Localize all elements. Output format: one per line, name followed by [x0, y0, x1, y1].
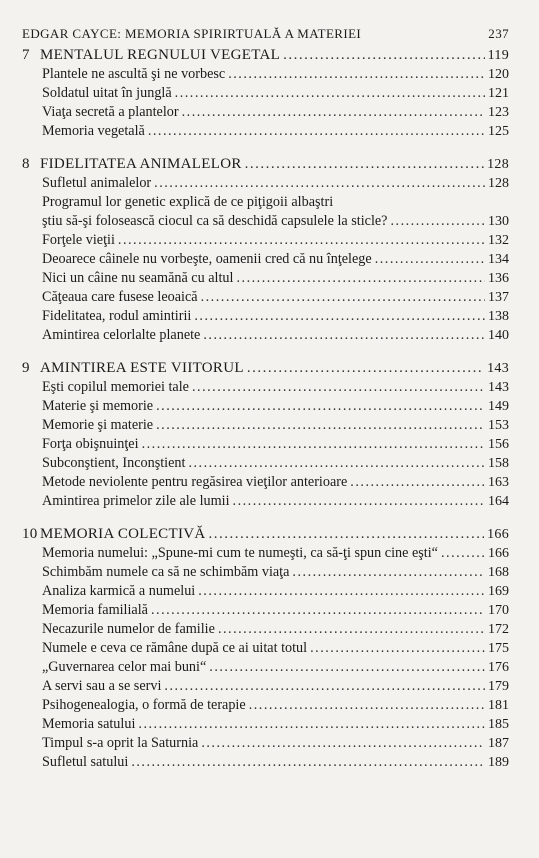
entry-page: 164: [488, 494, 509, 509]
toc-entry[interactable]: [0, 639, 539, 658]
entry-title: Deoarece câinele nu vorbeşte, oamenii cred că nu înţelege: [42, 251, 372, 267]
dot-leader: [209, 525, 485, 544]
entry-title: Soldatul uitat în junglă: [42, 85, 172, 101]
dot-leader: [218, 620, 485, 639]
entry-page: 153: [488, 418, 509, 433]
toc-entry[interactable]: [0, 582, 539, 601]
entry-page: 120: [488, 67, 509, 82]
toc-entry[interactable]: [0, 103, 539, 122]
entry-title: Subconştient, Inconştient: [42, 455, 186, 471]
chapter-number: 10: [22, 526, 38, 542]
dot-leader: [292, 563, 485, 582]
dot-leader: [201, 288, 485, 307]
entry-page: 143: [488, 380, 509, 395]
entry-page: 163: [488, 475, 509, 490]
toc-entry[interactable]: [0, 454, 539, 473]
toc-entry[interactable]: [0, 435, 539, 454]
entry-title: Memoria satului: [42, 716, 136, 732]
running-title: EDGAR CAYCE: MEMORIA SPIRIRTUALĂ A MATERIEI: [22, 26, 362, 41]
running-header: [22, 26, 509, 42]
entry-title: Analiza karmică a numelui: [42, 583, 196, 599]
entry-page: 170: [488, 603, 509, 618]
chapter-heading[interactable]: [0, 46, 539, 65]
entry-title: Forţa obişnuinţei: [42, 436, 139, 452]
toc-entry[interactable]: [0, 288, 539, 307]
chapter-heading[interactable]: [0, 155, 539, 174]
toc-entry[interactable]: [0, 307, 539, 326]
entry-title: Psihogenealogia, o formă de terapie: [42, 697, 246, 713]
toc-entry[interactable]: [0, 250, 539, 269]
dot-leader: [156, 416, 485, 435]
toc-entry[interactable]: [0, 193, 539, 212]
chapter-title: AMINTIREA ESTE VIITORUL: [40, 360, 244, 376]
entry-page: 187: [488, 736, 509, 751]
entry-title: Plantele ne ascultă şi ne vorbesc: [42, 66, 226, 82]
entry-title: Amintirea celorlalte planete: [42, 327, 201, 343]
dot-leader: [154, 174, 485, 193]
entry-page: 137: [488, 290, 509, 305]
toc-entry[interactable]: [0, 378, 539, 397]
entry-title: A servi sau a se servi: [42, 678, 162, 694]
entry-page: 130: [488, 214, 509, 229]
dot-leader: [198, 582, 485, 601]
entry-title: Forţele vieţii: [42, 232, 115, 248]
chapter-page: 119: [487, 48, 509, 63]
toc-entry[interactable]: [0, 84, 539, 103]
entry-page: 172: [488, 622, 509, 637]
entry-page: 176: [488, 660, 509, 675]
entry-page: 125: [488, 124, 509, 139]
toc-entry[interactable]: [0, 174, 539, 193]
toc-entry[interactable]: [0, 231, 539, 250]
dot-leader: [310, 639, 485, 658]
toc-section: [0, 155, 539, 345]
entry-page: 132: [488, 233, 509, 248]
dot-leader: [283, 46, 485, 65]
toc-entry[interactable]: [0, 492, 539, 511]
entry-page: 134: [488, 252, 509, 267]
chapter-heading[interactable]: [0, 525, 539, 544]
entry-page: 166: [488, 546, 509, 561]
dot-leader: [228, 65, 485, 84]
entry-title: Căţeaua care fusese leoaică: [42, 289, 198, 305]
toc-entry[interactable]: [0, 326, 539, 345]
entry-page: 158: [488, 456, 509, 471]
toc-section: [0, 46, 539, 141]
dot-leader: [131, 753, 485, 772]
toc-entry[interactable]: [0, 544, 539, 563]
entry-title: Schimbăm numele ca să ne schimbăm viaţa: [42, 564, 290, 580]
entry-page: 149: [488, 399, 509, 414]
toc-entry[interactable]: [0, 753, 539, 772]
dot-leader: [441, 544, 485, 563]
toc-entry[interactable]: [0, 715, 539, 734]
dot-leader: [156, 397, 485, 416]
dot-leader: [245, 155, 484, 174]
page-number: 237: [488, 26, 509, 41]
dot-leader: [142, 435, 485, 454]
dot-leader: [209, 658, 485, 677]
toc-entry[interactable]: [0, 212, 539, 231]
entry-page: 156: [488, 437, 509, 452]
toc-entry[interactable]: [0, 416, 539, 435]
chapter-title: MENTALUL REGNULUI VEGETAL: [40, 47, 281, 63]
chapter-page: 166: [487, 527, 509, 542]
chapter-page: 143: [487, 361, 509, 376]
entry-page: 175: [488, 641, 509, 656]
toc-section: [0, 359, 539, 511]
entry-title: Memorie şi materie: [42, 417, 154, 433]
dot-leader: [201, 734, 485, 753]
dot-leader: [118, 231, 485, 250]
entry-title: ştiu să-şi folosească ciocul ca să deschidă capsulele la sticle?: [42, 213, 388, 229]
dot-leader: [192, 378, 485, 397]
entry-title: Sufletul animalelor: [42, 175, 152, 191]
entry-page: 179: [488, 679, 509, 694]
toc-entry[interactable]: [0, 620, 539, 639]
entry-page: 168: [488, 565, 509, 580]
chapter-title: FIDELITATEA ANIMALELOR: [40, 156, 242, 172]
dot-leader: [249, 696, 485, 715]
entry-title: Memoria familială: [42, 602, 148, 618]
dot-leader: [175, 84, 485, 103]
entry-title: Programul lor genetic explică de ce piţigoii albaştri: [42, 194, 334, 210]
dot-leader: [182, 103, 485, 122]
dot-leader: [350, 473, 485, 492]
dot-leader: [138, 715, 485, 734]
toc-entry[interactable]: [0, 563, 539, 582]
dot-leader: [236, 269, 485, 288]
entry-page: 138: [488, 309, 509, 324]
chapter-number: 9: [22, 360, 30, 376]
entry-title: Amintirea primelor zile ale lumii: [42, 493, 230, 509]
entry-title: Numele e ceva ce rămâne după ce ai uitat totul: [42, 640, 308, 656]
entry-title: Memoria numelui: „Spune-mi cum te numeşti, ca să-ţi spun cine eşti“: [42, 545, 438, 561]
entry-page: 169: [488, 584, 509, 599]
dot-leader: [148, 122, 485, 141]
chapter-number: 7: [22, 47, 30, 63]
chapter-page: 128: [487, 157, 509, 172]
chapter-number: 8: [22, 156, 30, 172]
entry-page: 121: [488, 86, 509, 101]
chapter-heading[interactable]: [0, 359, 539, 378]
entry-title: Necazurile numelor de familie: [42, 621, 215, 637]
chapter-title: MEMORIA COLECTIVĂ: [40, 526, 206, 542]
toc-entry[interactable]: [0, 65, 539, 84]
dot-leader: [247, 359, 484, 378]
entry-title: Nici un câine nu seamănă cu altul: [42, 270, 234, 286]
entry-page: 123: [488, 105, 509, 120]
entry-page: 136: [488, 271, 509, 286]
entry-title: „Guvernarea celor mai buni“: [42, 659, 207, 675]
toc-entry[interactable]: [0, 473, 539, 492]
entry-title: Viaţa secretă a plantelor: [42, 104, 179, 120]
toc-entry[interactable]: [0, 397, 539, 416]
entry-title: Materie şi memorie: [42, 398, 154, 414]
dot-leader: [233, 492, 485, 511]
toc-entry[interactable]: [0, 734, 539, 753]
toc-entry[interactable]: [0, 658, 539, 677]
dot-leader: [390, 212, 485, 231]
toc-section: [0, 525, 539, 772]
entry-page: 185: [488, 717, 509, 732]
toc-entry[interactable]: [0, 601, 539, 620]
entry-page: 189: [488, 755, 509, 770]
entry-title: Memoria vegetală: [42, 123, 145, 139]
dot-leader: [203, 326, 485, 345]
dot-leader: [375, 250, 485, 269]
entry-title: Sufletul satului: [42, 754, 129, 770]
dot-leader: [151, 601, 485, 620]
toc-entry[interactable]: [0, 677, 539, 696]
table-of-contents: [0, 46, 539, 786]
entry-title: Metode neviolente pentru regăsirea vieţilor anterioare: [42, 474, 348, 490]
toc-entry[interactable]: [0, 696, 539, 715]
dot-leader: [188, 454, 485, 473]
entry-page: 140: [488, 328, 509, 343]
dot-leader: [194, 307, 485, 326]
entry-title: Fidelitatea, rodul amintirii: [42, 308, 192, 324]
toc-entry[interactable]: [0, 122, 539, 141]
entry-title: Timpul s-a oprit la Saturnia: [42, 735, 199, 751]
entry-page: 181: [488, 698, 509, 713]
dot-leader: [164, 677, 485, 696]
entry-title: Eşti copilul memoriei tale: [42, 379, 189, 395]
entry-page: 128: [488, 176, 509, 191]
toc-entry[interactable]: [0, 269, 539, 288]
